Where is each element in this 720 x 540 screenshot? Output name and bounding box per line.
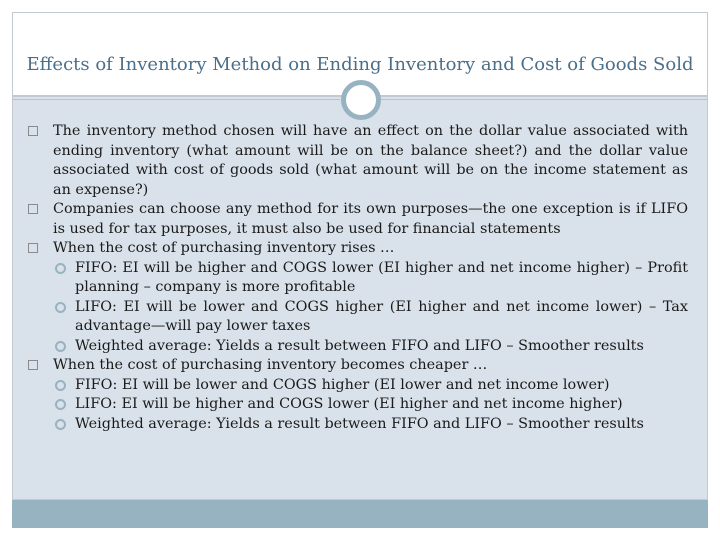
bullet-item — [28, 122, 688, 200]
hollow-square-bullet-icon — [28, 204, 38, 214]
bullet-item — [28, 200, 688, 239]
sub-bullet-item — [28, 415, 688, 435]
ring-bullet-icon — [55, 341, 66, 352]
ring-bullet-icon — [55, 380, 66, 391]
sub-bullet-item — [28, 337, 688, 357]
bullet-text: When the cost of purchasing inventory rises … — [53, 240, 395, 256]
bullet-text: The inventory method chosen will have an effect on the dollar value associated with ending inventory (what amount will be on the balance sheet?) and the dollar value associated with cost of goods sold (what amount will be on the income statement as an expense?) — [53, 123, 688, 198]
sub-bullet-text: LIFO: EI will be lower and COGS higher (EI higher and net income lower) – Tax advantage—will pay lower taxes — [75, 298, 688, 334]
sub-bullet-text: Weighted average: Yields a result between FIFO and LIFO – Smoother results — [75, 337, 644, 354]
sub-bullet-text: FIFO: EI will be higher and COGS lower (EI higher and net income higher) – Profit planning – company is more profitable — [75, 259, 688, 295]
bullet-item — [28, 239, 688, 259]
footer-bar — [12, 500, 708, 528]
sub-bullet-item — [28, 395, 688, 415]
sub-bullet-text: Weighted average: Yields a result between FIFO and LIFO – Smoother results — [75, 415, 644, 432]
sub-bullet-item — [28, 298, 688, 337]
ring-bullet-icon — [55, 302, 66, 313]
ring-bullet-icon — [55, 419, 66, 430]
slide-title: Effects of Inventory Method on Ending Inventory and Cost of Goods Sold — [26, 54, 694, 75]
sub-bullet-item — [28, 376, 688, 396]
sub-bullet-text: LIFO: EI will be higher and COGS lower (EI higher and net income higher) — [75, 396, 623, 412]
bullet-text: When the cost of purchasing inventory becomes cheaper … — [53, 357, 488, 373]
hollow-square-bullet-icon — [28, 126, 38, 136]
ring-bullet-icon — [55, 399, 66, 410]
sub-bullet-item — [28, 259, 688, 298]
ring-ornament-icon — [341, 80, 381, 120]
title-divider-left — [12, 99, 340, 100]
bullet-text: Companies can choose any method for its own purposes—the one exception is if LIFO is used for tax purposes, it must also be used for financial statements — [53, 201, 688, 237]
sub-bullet-text: FIFO: EI will be lower and COGS higher (EI lower and net income lower) — [75, 376, 610, 393]
bullet-list — [28, 122, 688, 434]
hollow-square-bullet-icon — [28, 360, 38, 370]
bullet-item — [28, 356, 688, 376]
hollow-square-bullet-icon — [28, 243, 38, 253]
ring-bullet-icon — [55, 263, 66, 274]
title-divider-right — [380, 99, 708, 100]
